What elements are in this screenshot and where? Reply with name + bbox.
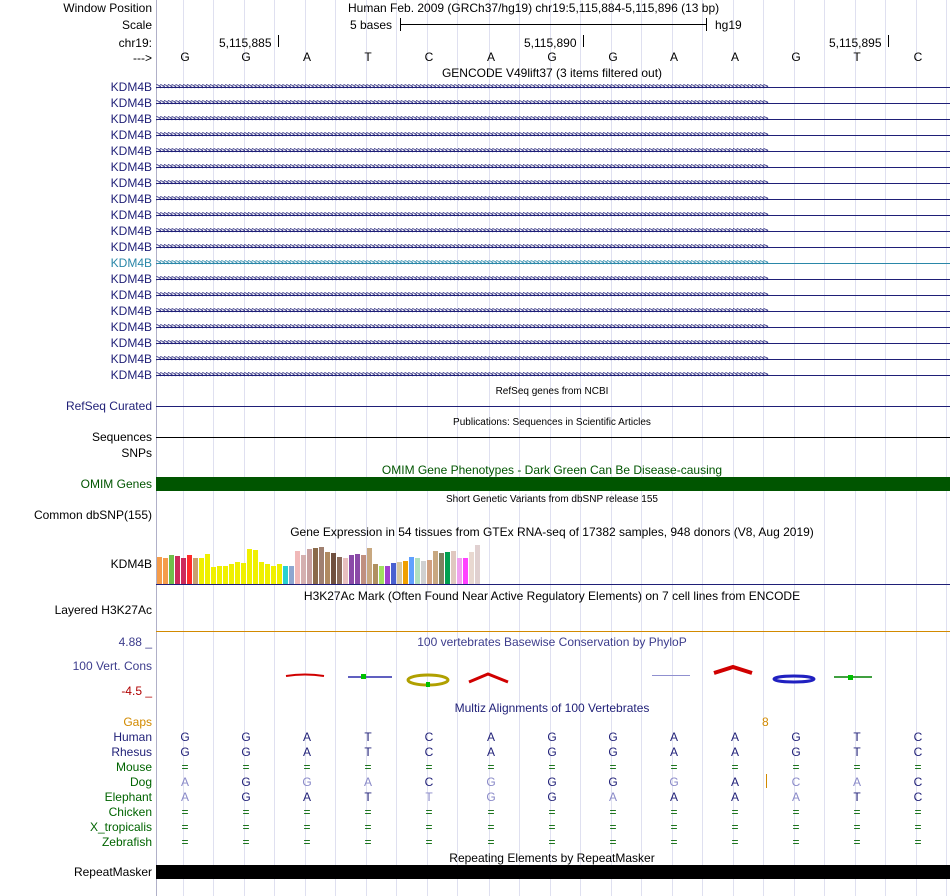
gtex-tissue-bar[interactable]	[229, 564, 234, 584]
reference-base: C	[424, 50, 434, 64]
reference-base: G	[791, 50, 801, 64]
alignment-base: G	[180, 730, 190, 744]
alignment-base: G	[486, 790, 496, 804]
gtex-tissue-bar[interactable]	[187, 555, 192, 584]
transcript-label[interactable]: KDM4B	[110, 144, 152, 158]
strand-arrows: >>>>>>>>>>>>>>>>>>>>>>>>>>>>>>>>>>>>>>>>>>>>>>>>>>>>>>>>>>>>>>>>>>>>>>>>>>>>>>>>>>>>>>>>>>>>>>>>>>>>>>>>>>>>>>>>>>>>>>>>>>>>>>>>>>>>>>>>>>>>>>>>>>>>>>>>>>>>>>>>	[156, 98, 767, 108]
alignment-base: T	[364, 745, 372, 759]
alignment-base: A	[730, 745, 739, 759]
alignment-base: A	[730, 730, 739, 744]
transcript-row[interactable]	[156, 305, 950, 319]
alignment-base: A	[486, 730, 495, 744]
conservation-logo-plot[interactable]	[156, 655, 950, 695]
alignment-base: =	[487, 835, 495, 849]
window-position-label: Window Position	[63, 1, 152, 15]
transcript-label[interactable]: KDM4B	[110, 336, 152, 350]
gtex-track-title: Gene Expression in 54 tissues from GTEx RNA-seq of 17382 samples, 948 donors (V8, Aug 2019)	[290, 525, 814, 539]
transcript-row[interactable]	[156, 225, 950, 239]
alignment-base: =	[914, 820, 922, 834]
conservation-track-title: 100 vertebrates Basewise Conservation by PhyloP	[417, 635, 687, 649]
alignment-base: A	[669, 730, 678, 744]
alignment-base: =	[670, 835, 678, 849]
alignment-base: =	[425, 760, 433, 774]
alignment-base: C	[424, 745, 434, 759]
alignment-base: C	[424, 775, 434, 789]
strand-arrows: >>>>>>>>>>>>>>>>>>>>>>>>>>>>>>>>>>>>>>>>>>>>>>>>>>>>>>>>>>>>>>>>>>>>>>>>>>>>>>>>>>>>>>>>>>>>>>>>>>>>>>>>>>>>>>>>>>>>>>>>>>>>>>>>>>>>>>>>>>>>>>>>>>>>>>>>>>>>>>>>	[156, 258, 767, 268]
alignment-base: =	[242, 835, 250, 849]
species-label-zebrafish[interactable]: Zebrafish	[101, 835, 152, 849]
gtex-tissue-bar[interactable]	[265, 564, 270, 584]
alignment-base: A	[180, 775, 189, 789]
omim-gene-bar[interactable]	[156, 477, 950, 491]
transcript-row[interactable]	[156, 353, 950, 367]
alignment-base: T	[853, 745, 861, 759]
strand-arrows: >>>>>>>>>>>>>>>>>>>>>>>>>>>>>>>>>>>>>>>>>>>>>>>>>>>>>>>>>>>>>>>>>>>>>>>>>>>>>>>>>>>>>>>>>>>>>>>>>>>>>>>>>>>>>>>>>>>>>>>>>>>>>>>>>>>>>>>>>>>>>>>>>>>>>>>>>>>>>>>>	[156, 370, 767, 380]
alignment-base: =	[853, 760, 861, 774]
strand-arrows: >>>>>>>>>>>>>>>>>>>>>>>>>>>>>>>>>>>>>>>>>>>>>>>>>>>>>>>>>>>>>>>>>>>>>>>>>>>>>>>>>>>>>>>>>>>>>>>>>>>>>>>>>>>>>>>>>>>>>>>>>>>>>>>>>>>>>>>>>>>>>>>>>>>>>>>>>>>>>>>>	[156, 274, 767, 284]
alignment-base: =	[731, 805, 739, 819]
gtex-tissue-bar[interactable]	[259, 562, 264, 584]
alignment-base: A	[302, 745, 311, 759]
gtex-tissue-bar[interactable]	[397, 562, 402, 584]
gtex-tissue-bar[interactable]	[469, 552, 474, 584]
refseq-curated-line[interactable]	[156, 406, 950, 407]
conservation-label[interactable]: 100 Vert. Cons	[72, 659, 152, 673]
repeatmasker-bar[interactable]	[156, 865, 950, 879]
position-tick-mark-3	[888, 35, 889, 47]
strand-arrows: >>>>>>>>>>>>>>>>>>>>>>>>>>>>>>>>>>>>>>>>>>>>>>>>>>>>>>>>>>>>>>>>>>>>>>>>>>>>>>>>>>>>>>>>>>>>>>>>>>>>>>>>>>>>>>>>>>>>>>>>>>>>>>>>>>>>>>>>>>>>>>>>>>>>>>>>>>>>>>>>	[156, 242, 767, 252]
transcript-label[interactable]: KDM4B	[110, 320, 152, 334]
alignment-base: =	[425, 805, 433, 819]
alignment-base: =	[731, 835, 739, 849]
gtex-tissue-bar[interactable]	[451, 551, 456, 584]
gtex-tissue-bar[interactable]	[373, 564, 378, 584]
transcript-row[interactable]	[156, 241, 950, 255]
alignment-base: =	[548, 820, 556, 834]
scale-label: Scale	[121, 18, 152, 32]
alignment-base: G	[608, 745, 618, 759]
gtex-gene-label[interactable]: KDM4B	[110, 557, 152, 571]
sequences-label[interactable]: Sequences	[91, 430, 152, 444]
reference-base: G	[241, 50, 251, 64]
strand-arrows: >>>>>>>>>>>>>>>>>>>>>>>>>>>>>>>>>>>>>>>>>>>>>>>>>>>>>>>>>>>>>>>>>>>>>>>>>>>>>>>>>>>>>>>>>>>>>>>>>>>>>>>>>>>>>>>>>>>>>>>>>>>>>>>>>>>>>>>>>>>>>>>>>>>>>>>>>>>>>>>>	[156, 194, 767, 204]
gtex-tissue-bar[interactable]	[361, 555, 366, 584]
transcript-row[interactable]	[156, 113, 950, 127]
alignment-base: =	[181, 820, 189, 834]
snps-label[interactable]: SNPs	[121, 446, 152, 460]
alignment-base: =	[303, 805, 311, 819]
alignment-base: =	[609, 835, 617, 849]
dog-insertion-marker	[766, 774, 767, 788]
scale-bar-right-tick	[706, 18, 707, 31]
gtex-tissue-bar[interactable]	[433, 551, 438, 584]
alignment-base: G	[241, 775, 251, 789]
transcript-row[interactable]	[156, 161, 950, 175]
alignment-base: =	[670, 760, 678, 774]
species-label-x-tropicalis[interactable]: X_tropicalis	[89, 820, 152, 834]
gtex-tissue-bar[interactable]	[475, 545, 480, 584]
alignment-base: =	[364, 760, 372, 774]
transcript-label[interactable]: KDM4B	[110, 304, 152, 318]
alignment-base: =	[181, 835, 189, 849]
gtex-tissue-bar[interactable]	[175, 556, 180, 584]
species-label-elephant[interactable]: Elephant	[104, 790, 152, 804]
alignment-base: =	[242, 805, 250, 819]
alignment-base: A	[608, 790, 617, 804]
reference-base: G	[180, 50, 190, 64]
gtex-tissue-bar[interactable]	[253, 550, 258, 584]
gtex-tissue-bar[interactable]	[223, 566, 228, 584]
publications-track-title: Publications: Sequences in Scientific Articles	[453, 417, 651, 428]
alignment-base: =	[242, 760, 250, 774]
alignment-base: =	[364, 835, 372, 849]
gtex-tissue-bar[interactable]	[307, 549, 312, 584]
alignment-base: A	[302, 730, 311, 744]
position-tick-mark-1	[278, 35, 279, 47]
alignment-base: G	[547, 790, 557, 804]
transcript-row[interactable]	[156, 257, 950, 271]
alignment-base: =	[853, 835, 861, 849]
gtex-tissue-bar[interactable]	[205, 554, 210, 584]
gtex-tissue-bar[interactable]	[355, 554, 360, 584]
strand-arrow-label: --->	[133, 51, 152, 65]
species-label-mouse[interactable]: Mouse	[115, 760, 152, 774]
gtex-tissue-bar[interactable]	[271, 566, 276, 584]
gtex-tissue-bar[interactable]	[325, 552, 330, 584]
transcript-label[interactable]: KDM4B	[110, 80, 152, 94]
gtex-tissue-bar[interactable]	[217, 566, 222, 584]
alignment-base: =	[792, 805, 800, 819]
alignment-base: =	[425, 820, 433, 834]
gtex-tissue-bar[interactable]	[463, 558, 468, 584]
alignment-base: =	[670, 820, 678, 834]
transcript-label[interactable]: KDM4B	[110, 224, 152, 238]
alignment-base: A	[669, 790, 678, 804]
transcript-label[interactable]: KDM4B	[110, 128, 152, 142]
alignment-base: A	[486, 745, 495, 759]
alignment-base: =	[914, 805, 922, 819]
scale-bar	[400, 24, 706, 25]
reference-base: A	[486, 50, 495, 64]
alignment-base: G	[669, 775, 679, 789]
alignment-base: C	[913, 745, 923, 759]
transcript-label[interactable]: KDM4B	[110, 256, 152, 270]
gtex-tissue-bar[interactable]	[427, 560, 432, 584]
alignment-base: =	[670, 805, 678, 819]
scale-bar-db: hg19	[715, 18, 742, 32]
strand-arrows: >>>>>>>>>>>>>>>>>>>>>>>>>>>>>>>>>>>>>>>>>>>>>>>>>>>>>>>>>>>>>>>>>>>>>>>>>>>>>>>>>>>>>>>>>>>>>>>>>>>>>>>>>>>>>>>>>>>>>>>>>>>>>>>>>>>>>>>>>>>>>>>>>>>>>>>>>>>>>>>>	[156, 354, 767, 364]
alignment-base: =	[425, 835, 433, 849]
gtex-baseline	[156, 584, 950, 585]
gtex-tissue-bar[interactable]	[337, 557, 342, 584]
strand-arrows: >>>>>>>>>>>>>>>>>>>>>>>>>>>>>>>>>>>>>>>>>>>>>>>>>>>>>>>>>>>>>>>>>>>>>>>>>>>>>>>>>>>>>>>>>>>>>>>>>>>>>>>>>>>>>>>>>>>>>>>>>>>>>>>>>>>>>>>>>>>>>>>>>>>>>>>>>>>>>>>>	[156, 162, 767, 172]
position-tick-2: 5,115,890	[524, 36, 577, 50]
alignment-base: =	[303, 760, 311, 774]
alignment-base: C	[913, 730, 923, 744]
alignment-base: T	[364, 790, 372, 804]
repeatmasker-track-title: Repeating Elements by RepeatMasker	[449, 851, 655, 865]
gtex-tissue-bar[interactable]	[235, 562, 240, 584]
omim-genes-label[interactable]: OMIM Genes	[80, 477, 152, 491]
gtex-tissue-bar[interactable]	[301, 555, 306, 584]
alignment-base: A	[180, 790, 189, 804]
gtex-tissue-bar[interactable]	[385, 566, 390, 584]
alignment-base: =	[853, 820, 861, 834]
alignment-base: =	[181, 760, 189, 774]
alignment-base: A	[302, 790, 311, 804]
alignment-base: G	[241, 745, 251, 759]
transcript-row[interactable]	[156, 129, 950, 143]
gtex-tissue-bar[interactable]	[211, 567, 216, 584]
transcript-row[interactable]	[156, 193, 950, 207]
strand-arrows: >>>>>>>>>>>>>>>>>>>>>>>>>>>>>>>>>>>>>>>>>>>>>>>>>>>>>>>>>>>>>>>>>>>>>>>>>>>>>>>>>>>>>>>>>>>>>>>>>>>>>>>>>>>>>>>>>>>>>>>>>>>>>>>>>>>>>>>>>>>>>>>>>>>>>>>>>>>>>>>>	[156, 178, 767, 188]
gtex-tissue-bar[interactable]	[313, 548, 318, 584]
conservation-logo-marks	[286, 667, 872, 687]
transcript-label[interactable]: KDM4B	[110, 352, 152, 366]
alignment-base: G	[547, 775, 557, 789]
alignment-base: G	[791, 745, 801, 759]
gtex-tissue-bar[interactable]	[457, 558, 462, 584]
alignment-base: =	[303, 820, 311, 834]
alignment-base: =	[731, 760, 739, 774]
strand-arrows: >>>>>>>>>>>>>>>>>>>>>>>>>>>>>>>>>>>>>>>>>>>>>>>>>>>>>>>>>>>>>>>>>>>>>>>>>>>>>>>>>>>>>>>>>>>>>>>>>>>>>>>>>>>>>>>>>>>>>>>>>>>>>>>>>>>>>>>>>>>>>>>>>>>>>>>>>>>>>>>>	[156, 306, 767, 316]
strand-arrows: >>>>>>>>>>>>>>>>>>>>>>>>>>>>>>>>>>>>>>>>>>>>>>>>>>>>>>>>>>>>>>>>>>>>>>>>>>>>>>>>>>>>>>>>>>>>>>>>>>>>>>>>>>>>>>>>>>>>>>>>>>>>>>>>>>>>>>>>>>>>>>>>>>>>>>>>>>>>>>>>	[156, 338, 767, 348]
gtex-tissue-bar[interactable]	[403, 561, 408, 584]
transcript-row[interactable]	[156, 273, 950, 287]
gtex-tissue-bar[interactable]	[295, 551, 300, 584]
gtex-tissue-bar[interactable]	[289, 566, 294, 584]
alignment-base: =	[731, 820, 739, 834]
transcript-label[interactable]: KDM4B	[110, 240, 152, 254]
transcript-label[interactable]: KDM4B	[110, 272, 152, 286]
alignment-base: T	[853, 790, 861, 804]
gtex-tissue-bar[interactable]	[439, 553, 444, 584]
reference-base: T	[853, 50, 861, 64]
transcript-row[interactable]	[156, 81, 950, 95]
gap-count: 8	[762, 715, 769, 729]
alignment-base: G	[547, 730, 557, 744]
alignment-base: =	[792, 760, 800, 774]
gtex-tissue-bar[interactable]	[331, 553, 336, 584]
dbsnp-track-title: Short Genetic Variants from dbSNP release 155	[446, 494, 658, 505]
alignment-base: G	[486, 775, 496, 789]
strand-arrows: >>>>>>>>>>>>>>>>>>>>>>>>>>>>>>>>>>>>>>>>>>>>>>>>>>>>>>>>>>>>>>>>>>>>>>>>>>>>>>>>>>>>>>>>>>>>>>>>>>>>>>>>>>>>>>>>>>>>>>>>>>>>>>>>>>>>>>>>>>>>>>>>>>>>>>>>>>>>>>>>	[156, 322, 767, 332]
alignment-base: =	[303, 835, 311, 849]
strand-arrows: >>>>>>>>>>>>>>>>>>>>>>>>>>>>>>>>>>>>>>>>>>>>>>>>>>>>>>>>>>>>>>>>>>>>>>>>>>>>>>>>>>>>>>>>>>>>>>>>>>>>>>>>>>>>>>>>>>>>>>>>>>>>>>>>>>>>>>>>>>>>>>>>>>>>>>>>>>>>>>>>	[156, 114, 767, 124]
reference-base: A	[302, 50, 311, 64]
alignment-base: =	[548, 760, 556, 774]
alignment-base: =	[609, 805, 617, 819]
gtex-tissue-bar[interactable]	[169, 555, 174, 584]
alignment-base: T	[364, 730, 372, 744]
gtex-tissue-bar[interactable]	[421, 561, 426, 584]
reference-base: A	[730, 50, 739, 64]
transcript-row[interactable]	[156, 145, 950, 159]
alignment-base: G	[241, 730, 251, 744]
reference-base: A	[669, 50, 678, 64]
alignment-base: =	[792, 835, 800, 849]
gtex-tissue-bar[interactable]	[319, 547, 324, 584]
alignment-base: G	[180, 745, 190, 759]
gtex-tissue-bar[interactable]	[193, 558, 198, 584]
track-display-area[interactable]	[156, 0, 950, 896]
transcript-label[interactable]: KDM4B	[110, 208, 152, 222]
transcript-row[interactable]	[156, 369, 950, 383]
alignment-base: A	[852, 775, 861, 789]
refseq-curated-label[interactable]: RefSeq Curated	[65, 399, 152, 413]
alignment-base: =	[914, 835, 922, 849]
alignment-base: =	[242, 820, 250, 834]
alignment-base: =	[914, 760, 922, 774]
species-label-human[interactable]: Human	[113, 730, 152, 744]
alignment-base: C	[913, 790, 923, 804]
transcript-label[interactable]: KDM4B	[110, 176, 152, 190]
transcript-row[interactable]	[156, 289, 950, 303]
gtex-tissue-bar[interactable]	[283, 566, 288, 584]
alignment-base: G	[302, 775, 312, 789]
alignment-base: =	[853, 805, 861, 819]
multiz-track-title: Multiz Alignments of 100 Vertebrates	[454, 701, 650, 715]
gtex-tissue-bar[interactable]	[181, 558, 186, 584]
strand-arrows: >>>>>>>>>>>>>>>>>>>>>>>>>>>>>>>>>>>>>>>>>>>>>>>>>>>>>>>>>>>>>>>>>>>>>>>>>>>>>>>>>>>>>>>>>>>>>>>>>>>>>>>>>>>>>>>>>>>>>>>>>>>>>>>>>>>>>>>>>>>>>>>>>>>>>>>>>>>>>>>>	[156, 210, 767, 220]
gtex-bar-chart[interactable]	[156, 540, 950, 584]
conservation-min-label: -4.5 _	[121, 684, 152, 698]
repeatmasker-label[interactable]: RepeatMasker	[73, 865, 152, 879]
reference-base: T	[364, 50, 372, 64]
h3k27ac-label[interactable]: Layered H3K27Ac	[54, 603, 152, 617]
strand-arrows: >>>>>>>>>>>>>>>>>>>>>>>>>>>>>>>>>>>>>>>>>>>>>>>>>>>>>>>>>>>>>>>>>>>>>>>>>>>>>>>>>>>>>>>>>>>>>>>>>>>>>>>>>>>>>>>>>>>>>>>>>>>>>>>>>>>>>>>>>>>>>>>>>>>>>>>>>>>>>>>>	[156, 290, 767, 300]
chrom-label: chr19:	[118, 36, 152, 50]
transcript-label[interactable]: KDM4B	[110, 368, 152, 382]
transcript-label[interactable]: KDM4B	[110, 288, 152, 302]
gtex-tissue-bar[interactable]	[367, 548, 372, 584]
strand-arrows: >>>>>>>>>>>>>>>>>>>>>>>>>>>>>>>>>>>>>>>>>>>>>>>>>>>>>>>>>>>>>>>>>>>>>>>>>>>>>>>>>>>>>>>>>>>>>>>>>>>>>>>>>>>>>>>>>>>>>>>>>>>>>>>>>>>>>>>>>>>>>>>>>>>>>>>>>>>>>>>>	[156, 130, 767, 140]
reference-base: G	[547, 50, 557, 64]
transcript-row[interactable]	[156, 97, 950, 111]
transcript-row[interactable]	[156, 321, 950, 335]
alignment-base: T	[853, 730, 861, 744]
reference-base: C	[913, 50, 923, 64]
gtex-tissue-bar[interactable]	[199, 558, 204, 584]
alignment-base: =	[364, 805, 372, 819]
alignment-base: =	[181, 805, 189, 819]
gtex-tissue-bar[interactable]	[277, 564, 282, 584]
alignment-base: G	[608, 730, 618, 744]
h3k27ac-track-title: H3K27Ac Mark (Often Found Near Active Regulatory Elements) on 7 cell lines from ENCODE	[303, 589, 801, 603]
gtex-tissue-bar[interactable]	[247, 549, 252, 584]
alignment-base: A	[669, 745, 678, 759]
alignment-base: C	[913, 775, 923, 789]
conservation-max-label: 4.88 _	[118, 635, 152, 649]
species-label-chicken[interactable]: Chicken	[108, 805, 152, 819]
gtex-tissue-bar[interactable]	[241, 563, 246, 584]
transcript-label[interactable]: KDM4B	[110, 192, 152, 206]
alignment-base: A	[730, 775, 739, 789]
alignment-base: =	[792, 820, 800, 834]
omim-track-title: OMIM Gene Phenotypes - Dark Green Can Be Disease-causing	[381, 463, 723, 477]
gtex-tissue-bar[interactable]	[163, 558, 168, 584]
gtex-tissue-bar[interactable]	[445, 552, 450, 584]
publications-line[interactable]	[156, 437, 950, 438]
alignment-base: =	[609, 760, 617, 774]
common-dbsnp-label[interactable]: Common dbSNP(155)	[33, 508, 152, 522]
gaps-label[interactable]: Gaps	[123, 715, 152, 729]
gtex-tissue-bar[interactable]	[379, 566, 384, 584]
alignment-base: =	[609, 820, 617, 834]
transcript-label[interactable]: KDM4B	[110, 112, 152, 126]
gtex-tissue-bar[interactable]	[391, 563, 396, 584]
gencode-track-title: GENCODE V49lift37 (3 items filtered out)	[441, 66, 663, 80]
alignment-base: C	[791, 775, 801, 789]
reference-base: G	[608, 50, 618, 64]
refseq-track-title: RefSeq genes from NCBI	[495, 386, 609, 397]
transcript-label[interactable]: KDM4B	[110, 160, 152, 174]
scale-bar-left-tick	[400, 18, 401, 31]
alignment-base: =	[364, 820, 372, 834]
position-tick-mark-2	[583, 35, 584, 47]
species-label-rhesus[interactable]: Rhesus	[111, 745, 152, 759]
assembly-position-text: Human Feb. 2009 (GRCh37/hg19) chr19:5,115,884-5,115,896 (13 bp)	[348, 1, 720, 15]
strand-arrows: >>>>>>>>>>>>>>>>>>>>>>>>>>>>>>>>>>>>>>>>>>>>>>>>>>>>>>>>>>>>>>>>>>>>>>>>>>>>>>>>>>>>>>>>>>>>>>>>>>>>>>>>>>>>>>>>>>>>>>>>>>>>>>>>>>>>>>>>>>>>>>>>>>>>>>>>>>>>>>>>	[156, 82, 767, 92]
gtex-tissue-bar[interactable]	[157, 557, 162, 584]
species-label-dog[interactable]: Dog	[129, 775, 152, 789]
transcript-row[interactable]	[156, 337, 950, 351]
alignment-base: A	[791, 790, 800, 804]
alignment-base: G	[241, 790, 251, 804]
alignment-base: =	[548, 835, 556, 849]
alignment-base: C	[424, 730, 434, 744]
alignment-base: G	[547, 745, 557, 759]
alignment-base: G	[608, 775, 618, 789]
gtex-tissue-bar[interactable]	[343, 558, 348, 584]
alignment-base: =	[487, 820, 495, 834]
track-label-sidebar	[0, 0, 156, 896]
gtex-tissue-bar[interactable]	[409, 557, 414, 584]
alignment-base: =	[548, 805, 556, 819]
alignment-base: =	[487, 805, 495, 819]
alignment-base: G	[791, 730, 801, 744]
position-tick-1: 5,115,885	[219, 36, 272, 50]
alignment-base: =	[487, 760, 495, 774]
transcript-label[interactable]: KDM4B	[110, 96, 152, 110]
position-tick-3: 5,115,895	[829, 36, 882, 50]
alignment-base: A	[730, 790, 739, 804]
gtex-tissue-bar[interactable]	[415, 558, 420, 584]
alignment-base: T	[425, 790, 433, 804]
h3k27ac-baseline	[156, 631, 950, 632]
alignment-base: A	[363, 775, 372, 789]
transcript-row[interactable]	[156, 177, 950, 191]
gtex-tissue-bar[interactable]	[349, 555, 354, 584]
scale-bar-label: 5 bases	[350, 18, 393, 32]
strand-arrows: >>>>>>>>>>>>>>>>>>>>>>>>>>>>>>>>>>>>>>>>>>>>>>>>>>>>>>>>>>>>>>>>>>>>>>>>>>>>>>>>>>>>>>>>>>>>>>>>>>>>>>>>>>>>>>>>>>>>>>>>>>>>>>>>>>>>>>>>>>>>>>>>>>>>>>>>>>>>>>>>	[156, 146, 767, 156]
strand-arrows: >>>>>>>>>>>>>>>>>>>>>>>>>>>>>>>>>>>>>>>>>>>>>>>>>>>>>>>>>>>>>>>>>>>>>>>>>>>>>>>>>>>>>>>>>>>>>>>>>>>>>>>>>>>>>>>>>>>>>>>>>>>>>>>>>>>>>>>>>>>>>>>>>>>>>>>>>>>>>>>>	[156, 226, 767, 236]
transcript-row[interactable]	[156, 209, 950, 223]
